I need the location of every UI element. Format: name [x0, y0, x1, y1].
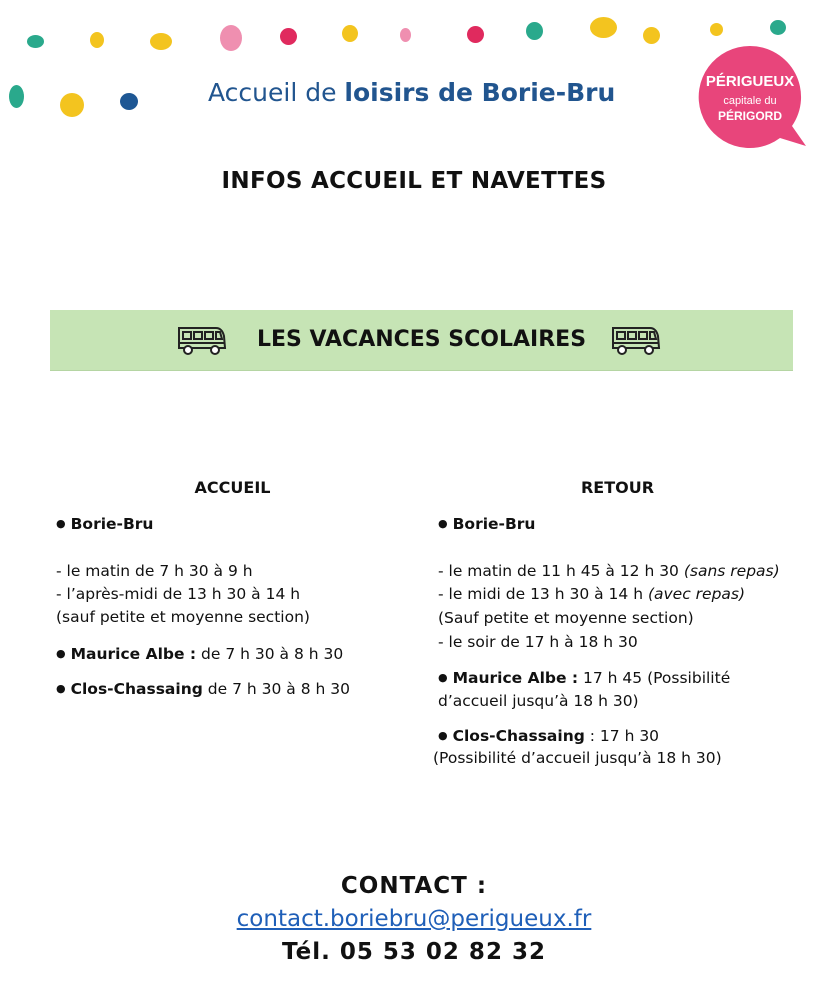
contact-phone: Tél. 05 53 02 82 32 — [282, 939, 546, 965]
retour-line-4: - le soir de 17 h à 18 h 30 — [438, 633, 638, 651]
banner-label: LES VACANCES SCOLAIRES — [256, 327, 587, 352]
retour-line-3: (Sauf petite et moyenne section) — [438, 609, 694, 627]
accueil-line-3: (sauf petite et moyenne section) — [56, 608, 310, 626]
perigueux-logo — [694, 42, 806, 148]
bus-icon — [610, 324, 662, 356]
accueil-clos-chassaing: ● Clos-Chassaing de 7 h 30 à 8 h 30 — [56, 680, 350, 698]
retour-maurice-albe: ● Maurice Albe : 17 h 45 (Possibilité — [438, 669, 731, 687]
site-title-part1: Accueil de — [208, 78, 345, 107]
accueil-heading: ACCUEIL — [194, 478, 271, 497]
retour-line-2: - le midi de 13 h 30 à 14 h (avec repas) — [438, 585, 746, 603]
retour-clos-chassaing-cont: (Possibilité d’accueil jusqu’à 18 h 30) — [433, 749, 722, 767]
contact-heading: CONTACT : — [340, 873, 488, 899]
site-title — [208, 78, 615, 107]
page-title: INFOS ACCUEIL ET NAVETTES — [221, 168, 607, 194]
site-title-part3: Borie-Bru — [472, 78, 616, 107]
section-banner — [50, 310, 793, 371]
contact-email-link[interactable]: contact.boriebru@perigueux.fr — [236, 906, 592, 932]
accueil-maurice-albe: ● Maurice Albe : de 7 h 30 à 8 h 30 — [56, 645, 344, 663]
retour-borie-bru: ● Borie-Bru — [438, 515, 536, 533]
accueil-borie-bru: ● Borie-Bru — [56, 515, 154, 533]
retour-maurice-albe-cont: d’accueil jusqu’à 18 h 30) — [438, 692, 639, 710]
accueil-line-1: - le matin de 7 h 30 à 9 h — [56, 562, 253, 580]
site-title-part2: loisirs de — [344, 78, 473, 107]
retour-clos-chassaing: ● Clos-Chassaing : 17 h 30 — [438, 727, 660, 745]
logo-line1: PÉRIGUEUX — [705, 73, 795, 90]
retour-line-1: - le matin de 11 h 45 à 12 h 30 (sans repas) — [438, 562, 780, 580]
retour-heading: RETOUR — [580, 478, 655, 497]
accueil-line-2: - l’après-midi de 13 h 30 à 14 h — [56, 585, 301, 603]
logo-line2: capitale du — [723, 95, 777, 107]
logo-line3: PÉRIGORD — [717, 109, 783, 123]
